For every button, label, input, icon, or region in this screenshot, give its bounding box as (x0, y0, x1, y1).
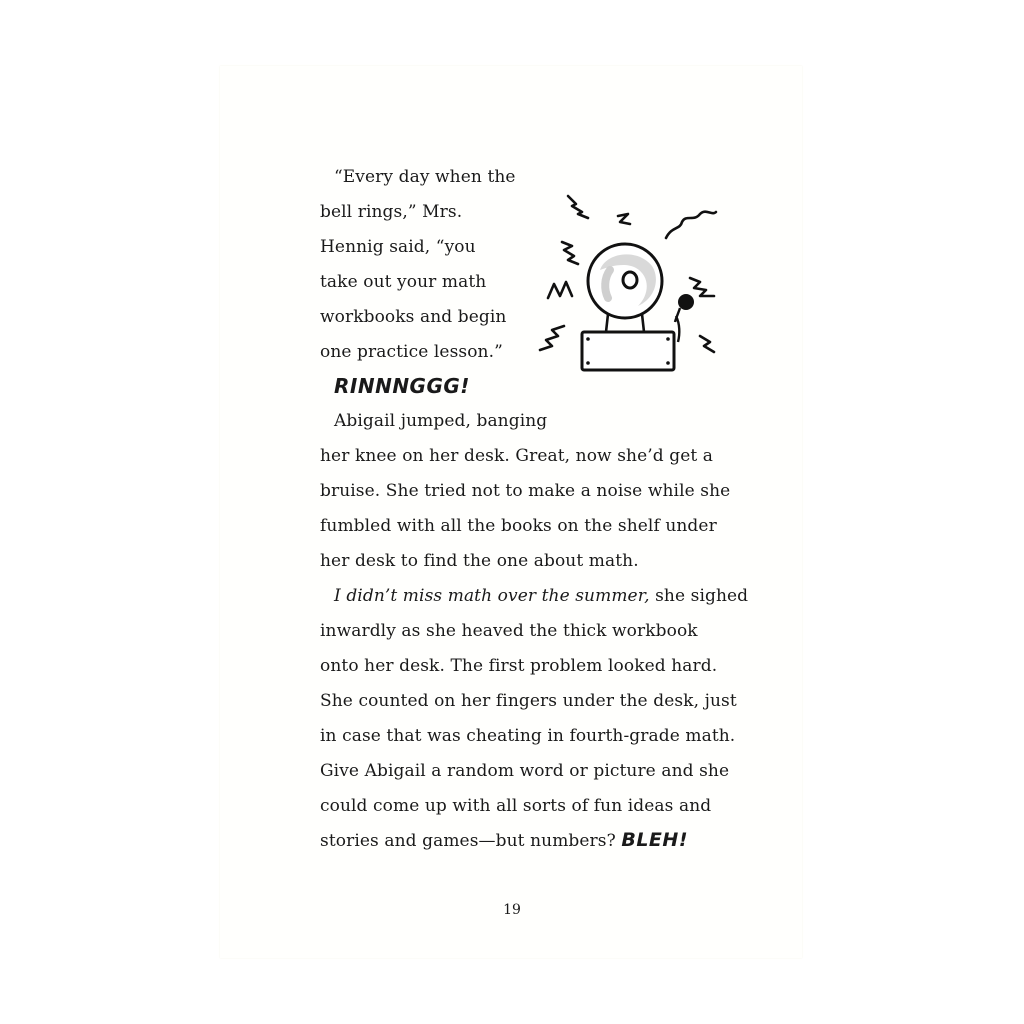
ringing-bell-icon (530, 186, 730, 381)
text-line: She counted on her fingers under the desk, just (320, 691, 737, 711)
text-line: Abigail jumped, banging (334, 411, 548, 431)
sound-effect-text: RINNNGGG! (334, 374, 470, 398)
text-line: bell rings,” Mrs. (320, 202, 463, 222)
text-line: her knee on her desk. Great, now she’d get a (320, 446, 714, 466)
exclamation-text: BLEH! (621, 829, 688, 851)
text-line: take out your math (320, 272, 487, 292)
text-line: Give Abigail a random word or picture and she (320, 761, 730, 781)
text-line: inwardly as she heaved the thick workbook (320, 621, 698, 641)
text-line: could come up with all sorts of fun ideas and (320, 796, 712, 816)
text-fragment: she sighed (649, 586, 749, 606)
text-line: “Every day when the (334, 167, 516, 187)
text-line (320, 830, 688, 851)
text-line: bruise. She tried not to make a noise while she (320, 481, 731, 501)
text-line: one practice lesson.” (320, 342, 503, 362)
text-line (334, 586, 748, 606)
text-line: Hennig said, “you (320, 237, 476, 257)
text-line: her desk to find the one about math. (320, 551, 639, 571)
page-number: 19 (503, 902, 521, 918)
text-line: fumbled with all the books on the shelf under (320, 516, 717, 536)
text-fragment: stories and games—but numbers? (320, 831, 622, 851)
italic-thought: I didn’t miss math over the summer, (334, 586, 650, 606)
text-line: in case that was cheating in fourth-grade math. (320, 726, 736, 746)
text-line: workbooks and begin (320, 307, 507, 327)
text-line: onto her desk. The first problem looked hard. (320, 656, 718, 676)
